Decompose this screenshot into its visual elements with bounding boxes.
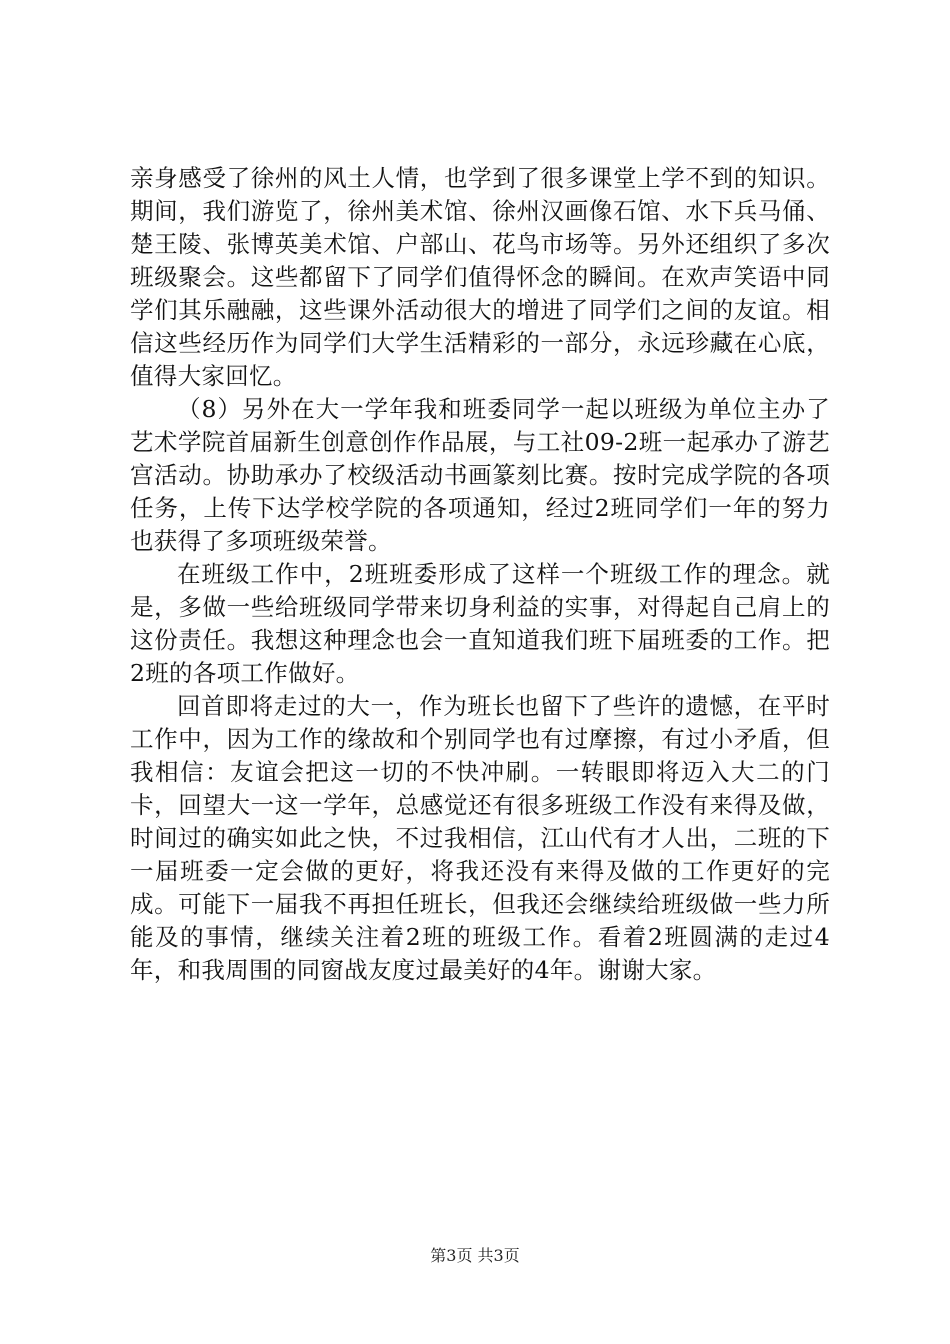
paragraph-item-8: （8）另外在大一学年我和班委同学一起以班级为单位主办了艺术学院首届新生创意创作作品展，与工社09-2班一起承办了游艺宫活动。协助承办了校级活动书画篆刻比赛。按时完成学院的各项任务，上传下达学校学院的各项通知，经过2班同学们一年的努力也获得了多项班级荣誉。: [130, 395, 830, 555]
paragraph-continued: 亲身感受了徐州的风土人情，也学到了很多课堂上学不到的知识。期间，我们游览了，徐州美术馆、徐州汉画像石馆、水下兵马俑、楚王陵、张博英美术馆、户部山、花鸟市场等。另外还组织了多次班级聚会。这些都留下了同学们值得怀念的瞬间。在欢声笑语中同学们其乐融融，这些课外活动很大的增进了同学们之间的友谊。相信这些经历作为同学们大学生活精彩的一部分，永远珍藏在心底，值得大家回忆。: [130, 164, 830, 390]
document-body: [130, 162, 830, 987]
paragraph-closing-reflection: 回首即将走过的大一，作为班长也留下了些许的遗憾，在平时工作中，因为工作的缘故和个别同学也有过摩擦，有过小矛盾，但我相信：友谊会把这一切的不快冲刷。一转眼即将迈入大二的门卡，回望大一这一学年，总感觉还有很多班级工作没有来得及做，时间过的确实如此之快，不过我相信，江山代有才人出，二班的下一届班委一定会做的更好，将我还没有来得及做的工作更好的完成。可能下一届我不再担任班长，但我还会继续给班级做一些力所能及的事情，继续关注着2班的班级工作。看着2班圆满的走过4年，和我周围的同窗战友度过最美好的4年。谢谢大家。: [130, 692, 830, 984]
page-number-footer: 第3页 共3页: [430, 1246, 520, 1265]
paragraph-class-work-concept: 在班级工作中，2班班委形成了这样一个班级工作的理念。就是，多做一些给班级同学带来切身利益的实事，对得起自己肩上的这份责任。我想这种理念也会一直知道我们班下届班委的工作。把2班的各项工作做好。: [130, 560, 830, 687]
